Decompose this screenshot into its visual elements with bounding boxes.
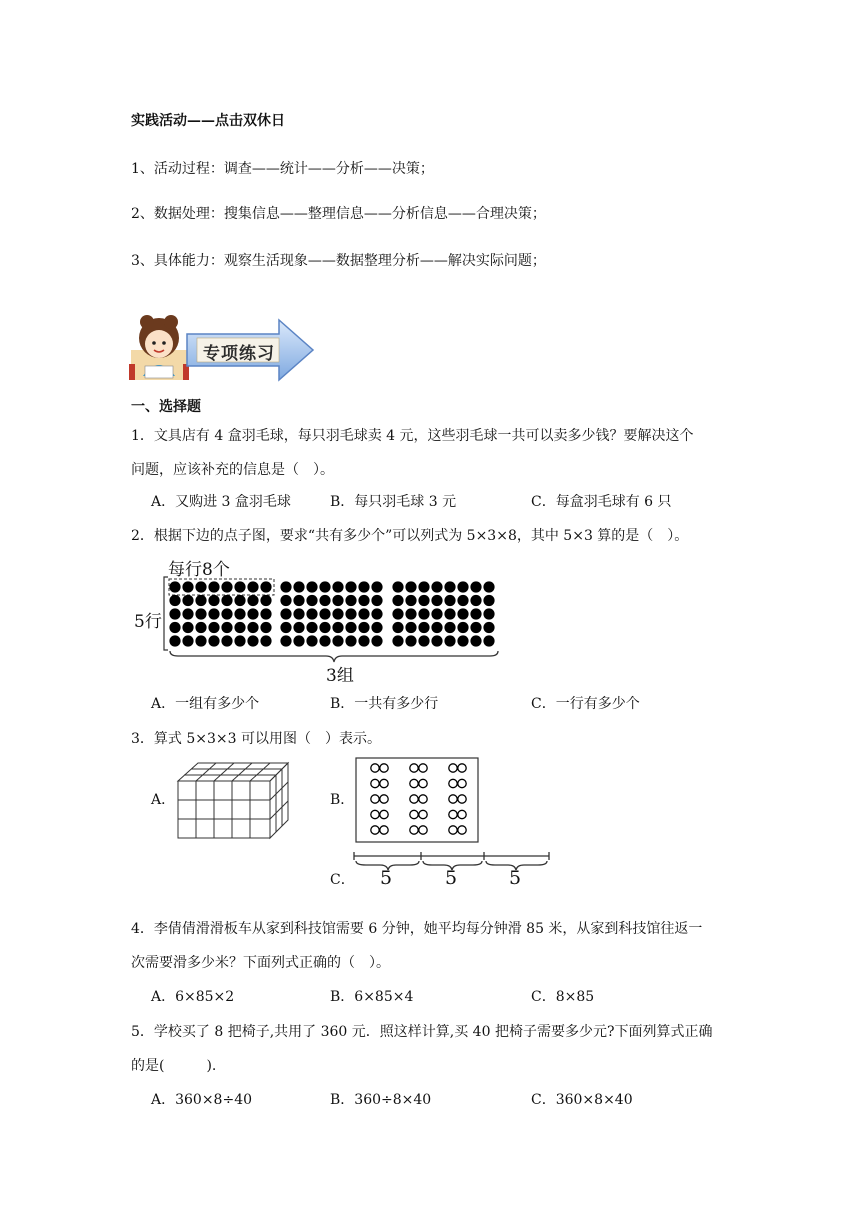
dot (457, 595, 468, 606)
dot (247, 581, 258, 592)
question-3-text: 3．算式 5×3×3 可以用图（ ）表示。 (131, 731, 381, 747)
dot (332, 622, 343, 633)
dot (418, 581, 429, 592)
dot (319, 635, 330, 646)
dot (247, 635, 258, 646)
dot (392, 581, 403, 592)
dot (293, 635, 304, 646)
question-1-text: 1．文具店有 4 盒羽毛球，每只羽毛球卖 4 元，这些羽毛球一共可以卖多少钱？要解决这个 (131, 428, 694, 444)
practice-banner (129, 314, 315, 384)
dot (280, 608, 291, 619)
brace-label: 5 (445, 867, 458, 889)
dot (418, 595, 429, 606)
left-label: 5行 (134, 612, 162, 632)
question-3-option-b[interactable]: B． (330, 792, 355, 808)
dot (405, 622, 416, 633)
question-3-option-c[interactable]: C． (330, 872, 355, 888)
dot (457, 581, 468, 592)
dot (371, 581, 382, 592)
dot (169, 581, 180, 592)
dot (208, 595, 219, 606)
dot (444, 608, 455, 619)
circle-pair (449, 826, 466, 834)
dot (392, 608, 403, 619)
circle-pair (449, 764, 466, 772)
dot (182, 635, 193, 646)
dot (358, 595, 369, 606)
circle-pair (410, 779, 427, 787)
dot (182, 622, 193, 633)
dot (457, 635, 468, 646)
dot (431, 635, 442, 646)
dot (470, 595, 481, 606)
dot (169, 608, 180, 619)
dot (345, 595, 356, 606)
question-5-text: 5．学校买了 8 把椅子,共用了 360 元．照这样计算,买 40 把椅子需要多少元?下面列算式正确 (131, 1024, 713, 1040)
dot (280, 581, 291, 592)
dot (195, 595, 206, 606)
summary-item: 3、具体能力：观察生活现象——数据整理分析——解决实际问题； (131, 253, 546, 269)
question-1-option-a[interactable]: A．又购进 3 盒羽毛球 (151, 494, 291, 510)
question-5-option-c[interactable]: C．360×8×40 (531, 1092, 633, 1108)
circle-pair (371, 779, 388, 787)
dot (431, 608, 442, 619)
circle-pair (449, 795, 466, 803)
dot (405, 608, 416, 619)
summary-item: 1、活动过程：调查——统计——分析——决策； (131, 161, 434, 177)
circle-pair (410, 795, 427, 803)
cuboid-figure[interactable] (176, 761, 291, 841)
question-4-option-a[interactable]: A．6×85×2 (151, 989, 235, 1005)
dot (483, 622, 494, 633)
dot (221, 635, 232, 646)
dot (234, 622, 245, 633)
dot (431, 622, 442, 633)
dot (280, 635, 291, 646)
dot (444, 581, 455, 592)
question-5-option-b[interactable]: B．360÷8×40 (330, 1092, 432, 1108)
dot (195, 622, 206, 633)
dot (169, 635, 180, 646)
question-2-option-a[interactable]: A．一组有多少个 (151, 696, 260, 712)
dot (169, 595, 180, 606)
dot (169, 622, 180, 633)
dot (371, 595, 382, 606)
dot (371, 622, 382, 633)
dot (306, 595, 317, 606)
dot (371, 635, 382, 646)
dot (418, 622, 429, 633)
dot (293, 581, 304, 592)
question-1-text-cont: 问题，应该补充的信息是（ ）。 (131, 462, 334, 478)
dot (444, 622, 455, 633)
girl-illustration (129, 315, 189, 380)
dot (392, 595, 403, 606)
dot (293, 622, 304, 633)
circle-pair (410, 764, 427, 772)
dot (345, 608, 356, 619)
dot (234, 581, 245, 592)
dot (208, 581, 219, 592)
brace-label: 5 (380, 867, 393, 889)
dot (247, 608, 258, 619)
section-title: 一、选择题 (131, 399, 201, 415)
dot (234, 635, 245, 646)
dot (195, 635, 206, 646)
dot-array-figure (128, 555, 508, 685)
question-2-text: 2．根据下边的点子图，要求“共有多少个”可以列式为 5×3×8，其中 5×3 算的是（ ）。 (131, 528, 689, 544)
dot (234, 595, 245, 606)
dot-group (392, 581, 494, 646)
dot (358, 581, 369, 592)
circle-pair (371, 826, 388, 834)
dot (470, 608, 481, 619)
dot (470, 581, 481, 592)
dot (371, 608, 382, 619)
dot (247, 595, 258, 606)
dot (234, 608, 245, 619)
dot (470, 635, 481, 646)
dot (332, 608, 343, 619)
dot (280, 622, 291, 633)
dot (345, 622, 356, 633)
dot (358, 635, 369, 646)
circle-pair (449, 810, 466, 818)
dot (208, 608, 219, 619)
dot (306, 635, 317, 646)
dot (431, 595, 442, 606)
dot (306, 608, 317, 619)
dot (457, 622, 468, 633)
dot (208, 635, 219, 646)
dot (319, 608, 330, 619)
dot (260, 581, 271, 592)
dot (260, 635, 271, 646)
dot (431, 581, 442, 592)
dot-group (280, 581, 382, 646)
dot (319, 581, 330, 592)
circle-pair (371, 795, 388, 803)
question-1-option-c[interactable]: C．每盒羽毛球有 6 只 (531, 494, 672, 510)
question-4-option-c[interactable]: C．8×85 (531, 989, 595, 1005)
question-2-option-c[interactable]: C．一行有多少个 (531, 696, 640, 712)
dot (247, 622, 258, 633)
dot (195, 608, 206, 619)
dot (418, 635, 429, 646)
dot (405, 595, 416, 606)
dot (345, 581, 356, 592)
dot (470, 622, 481, 633)
dot (221, 608, 232, 619)
banner-label: 专项练习 (203, 344, 275, 364)
dot (195, 581, 206, 592)
dot (208, 622, 219, 633)
circle-pair (371, 764, 388, 772)
dot (221, 622, 232, 633)
dot (221, 595, 232, 606)
question-1-option-b[interactable]: B．每只羽毛球 3 元 (330, 494, 457, 510)
question-5-option-a[interactable]: A．360×8÷40 (151, 1092, 253, 1108)
dot (444, 595, 455, 606)
dot (405, 581, 416, 592)
dot (260, 595, 271, 606)
question-4-text-cont: 次需要滑多少米？下面列式正确的（ ）。 (131, 955, 390, 971)
question-4-text: 4．李倩倩滑滑板车从家到科技馆需要 6 分钟，她平均每分钟滑 85 米，从家到科技馆往返一 (131, 921, 703, 937)
dot (280, 595, 291, 606)
dot (306, 622, 317, 633)
bottom-label: 3组 (326, 666, 354, 686)
dot (483, 595, 494, 606)
rows-bracket (164, 577, 168, 650)
dot (392, 635, 403, 646)
dot (293, 608, 304, 619)
dot (293, 595, 304, 606)
dot (457, 608, 468, 619)
question-5-text-cont: 的是( ). (131, 1058, 217, 1074)
dot (306, 581, 317, 592)
dot (444, 635, 455, 646)
circle-pair (410, 810, 427, 818)
dot (405, 635, 416, 646)
circles-grid-figure[interactable] (355, 757, 479, 843)
dot (345, 635, 356, 646)
circle-pair (410, 826, 427, 834)
braces-figure[interactable] (352, 852, 552, 889)
dot (358, 622, 369, 633)
circle-pair (371, 810, 388, 818)
dot (418, 608, 429, 619)
dot (182, 581, 193, 592)
question-2-option-b[interactable]: B．一共有多少行 (330, 696, 439, 712)
dot (483, 581, 494, 592)
dot (483, 608, 494, 619)
dot (319, 595, 330, 606)
dot (483, 635, 494, 646)
dot (182, 595, 193, 606)
brace-label: 5 (509, 867, 522, 889)
dot (319, 622, 330, 633)
question-3-option-a[interactable]: A． (151, 792, 176, 808)
dot (221, 581, 232, 592)
dot (260, 622, 271, 633)
summary-title: 实践活动——点击双休日 (131, 113, 285, 129)
dot (332, 595, 343, 606)
dot (392, 622, 403, 633)
dot (332, 635, 343, 646)
top-label: 每行8个 (168, 560, 230, 580)
summary-item: 2、数据处理：搜集信息——整理信息——分析信息——合理决策； (131, 206, 546, 222)
question-4-option-b[interactable]: B．6×85×4 (330, 989, 414, 1005)
dot (260, 608, 271, 619)
dot (182, 608, 193, 619)
dot-group (169, 581, 271, 646)
dot (332, 581, 343, 592)
circle-pair (449, 779, 466, 787)
dot (358, 608, 369, 619)
